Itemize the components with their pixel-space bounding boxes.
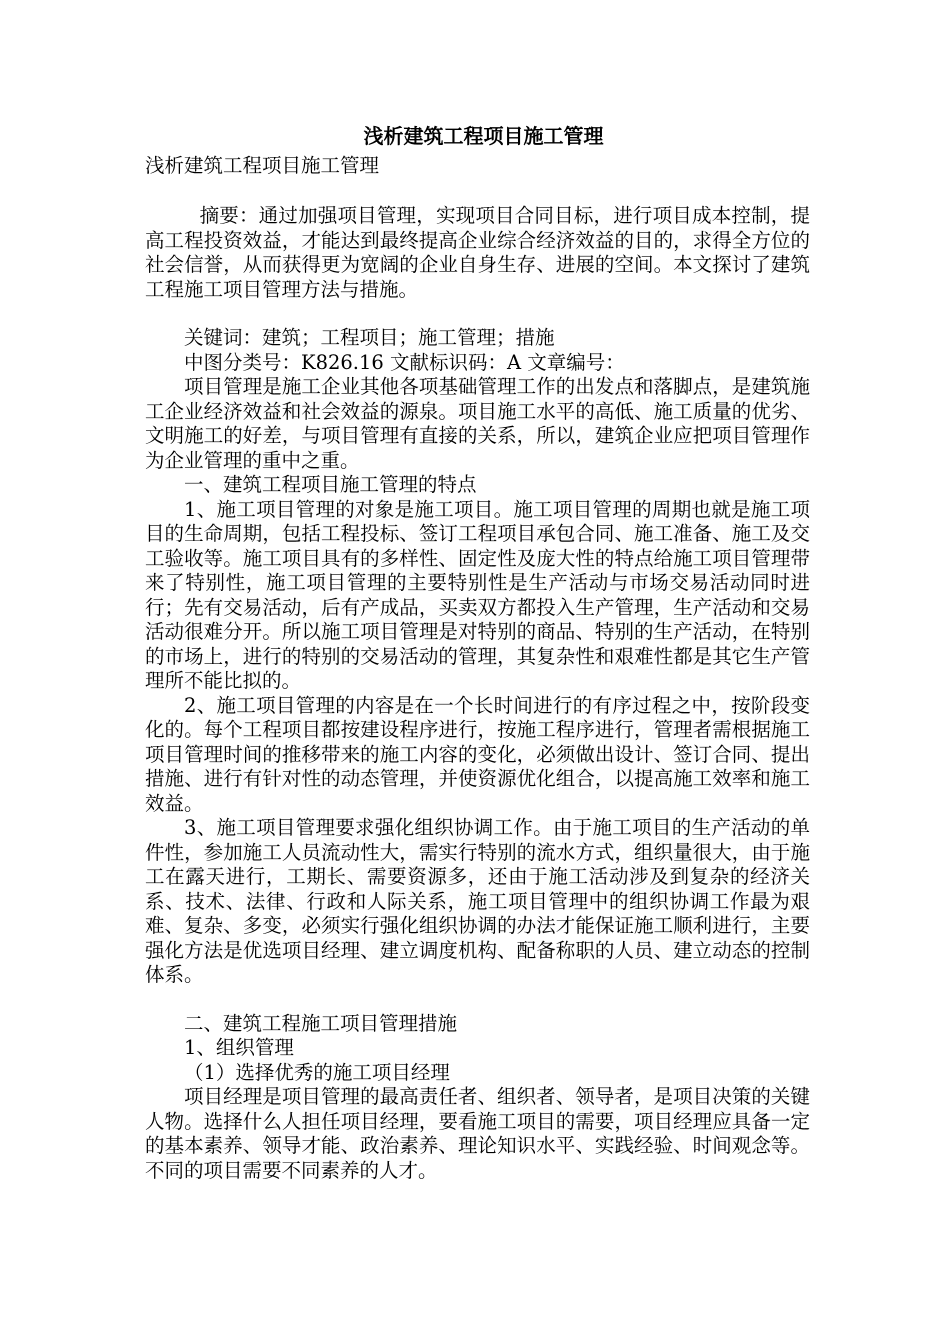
keywords-line: 关键词：建筑；工程项目；施工管理；措施 [184, 326, 555, 349]
body-paragraph: 2、施工项目管理的内容是在一个长时间进行的有序过程之中，按阶段变化的。每个工程项目都按建设程序进行，按施工程序进行，管理者需根据施工项目管理时间的推移带来的施工内容的变化，必须做出设计、签订合同、提出措施、进行有针对性的动态管理，并使资源优化组合，以提高施工效率和施工效益。 [145, 693, 810, 815]
section-heading: 二、建筑工程施工项目管理措施 [184, 1011, 458, 1035]
spacer [145, 180, 810, 204]
classification-line: 中图分类号：K826.16 文献标识码：A 文章编号： [184, 350, 625, 374]
abstract-paragraph: 摘要：通过加强项目管理，实现项目合同目标，进行项目成本控制，提高工程投资效益，才能达到最终提高企业综合经济效益的目的，求得全方位的社会信誉，从而获得更为宽阔的企业自身生存、进展的空间。本文探讨了建筑工程施工项目管理方法与措施。 [145, 204, 810, 301]
intro-paragraph: 项目管理是施工企业其他各项基础管理工作的出发点和落脚点，是建筑施工企业经济效益和社会效益的源泉。项目施工水平的高低、施工质量的优劣、文明施工的好差，与项目管理有直接的关系，所以，建筑企业应把项目管理作为企业管理的重中之重。 [145, 375, 810, 472]
section-heading: 一、建筑工程项目施工管理的特点 [184, 473, 477, 496]
subsection-item: （1）选择优秀的施工项目经理 [184, 1060, 450, 1084]
document-title: 浅析建筑工程项目施工管理 [363, 124, 604, 148]
subsection-heading: 1、组织管理 [184, 1036, 294, 1059]
spacer [145, 302, 810, 326]
spacer [145, 988, 810, 1012]
document-page [145, 120, 810, 1183]
body-paragraph: 1、施工项目管理的对象是施工项目。施工项目管理的周期也就是施工项目的生命周期，包括工程投标、签订工程项目承包合同、施工准备、施工及交工验收等。施工项目具有的多样性、固定性及庞大性的特点给施工项目管理带来了特别性，施工项目管理的主要特别性是生产活动与市场交易活动同时进行；先有交易活动，后有产成品，买卖双方都投入生产管理，生产活动和交易活动很难分开。所以施工项目管理是对特别的商品、特别的生产活动，在特别的市场上，进行的特别的交易活动的管理，其复杂性和艰难性都是其它生产管理所不能比拟的。 [145, 497, 810, 692]
document-subtitle: 浅析建筑工程项目施工管理 [145, 154, 380, 177]
body-paragraph: 3、施工项目管理要求强化组织协调工作。由于施工项目的生产活动的单件性，参加施工人员流动性大，需实行特别的流水方式，组织量很大，由于施工在露天进行，工期长、需要资源多，还由于施工活动涉及到复杂的经济关系、技术、法律、行政和人际关系，施工项目管理中的组织协调工作最为艰难、复杂、多变，必须实行强化组织协调的办法才能保证施工顺利进行，主要强化方法是优选项目经理、建立调度机构、配备称职的人员、建立动态的控制体系。 [145, 816, 810, 986]
body-paragraph: 项目经理是项目管理的最高责任者、组织者、领导者，是项目决策的关键人物。选择什么人担任项目经理，要看施工项目的需要，项目经理应具备一定的基本素养、领导才能、政治素养、理论知识水平、实践经验、时间观念等。不同的项目需要不同素养的人才。 [145, 1085, 810, 1182]
